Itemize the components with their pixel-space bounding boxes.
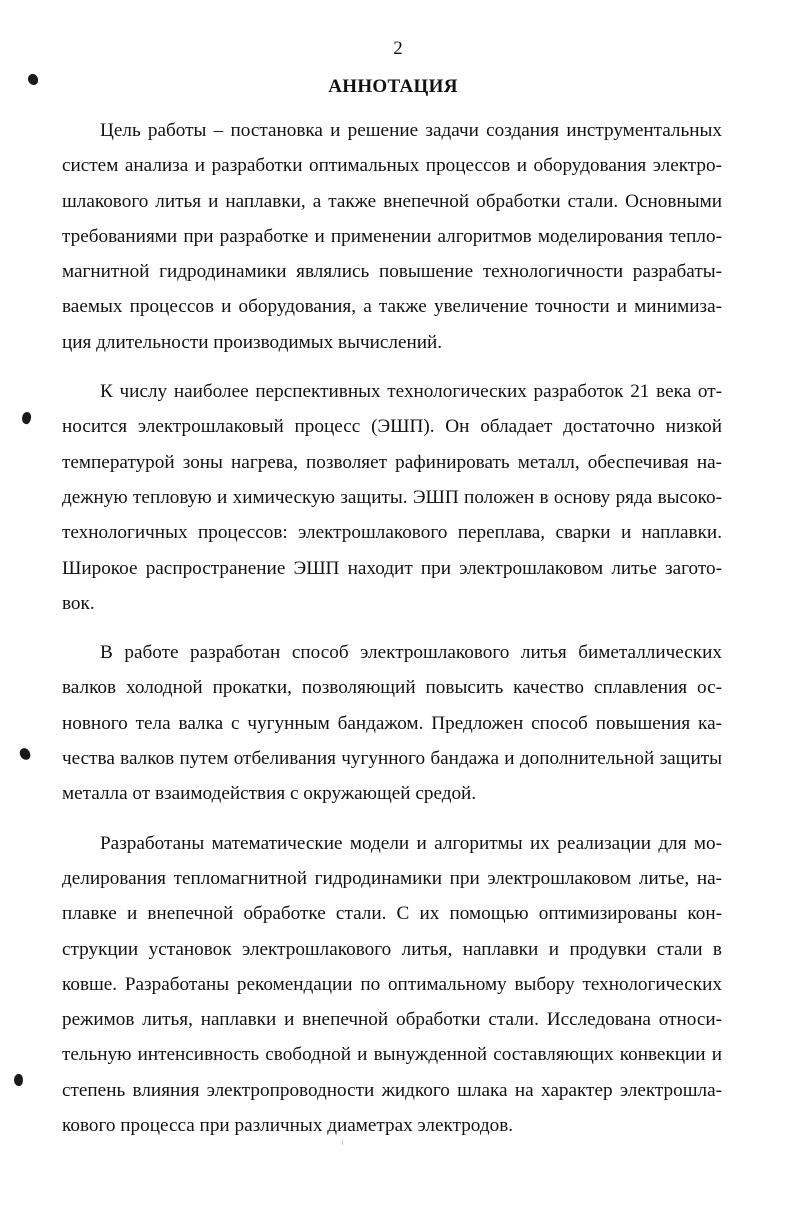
- paragraph-casting-method: В работе разработан способ электрошлакового литья биметаллических валков холодной прокатки, позволяющий повысить качество сплавления основного тела валка с чугунным бандажом. Предложен способ повышения качества валков путем отбеливания чугунного бандажа и дополнительной защиты металла от взаимодействия с окружающей средой.: [62, 642, 722, 805]
- page-title: АННОТАЦИЯ: [328, 76, 458, 97]
- annotation-body: [62, 113, 722, 1157]
- scan-artifact-mark: [13, 1073, 24, 1086]
- paragraph-esr-process: К числу наиболее перспективных технологических разработок 21 века относится электрошлаковый процесс (ЭШП). Он обладает достаточно низкой температурой зоны нагрева, позволяет рафинировать металл, обеспечивая надежную тепловую и химическую защиты. ЭШП положен в основу ряда высокотехнологичных процессов: электрошлакового переплава, сварки и наплавки. Широкое распространение ЭШП находит при электрошлаковом литье заготовок.: [62, 381, 722, 614]
- paragraph-models: Разработаны математические модели и алгоритмы их реализации для моделирования тепломагнитной гидродинамики при электрошлаковом литье, наплавке и внепечной обработке стали. С их помощью оптимизированы конструкции установок электрошлакового литья, наплавки и продувки стали в ковше. Разработаны рекомендации по оптимальному выбору технологических режимов литья, наплавки и внепечной обработки стали. Исследована относительную интенсивность свободной и вынужденной составляющих конвекции и степень влияния электропроводности жидкого шлака на характер электрошлакового процесса при различных диаметрах электродов.: [62, 832, 722, 1137]
- scan-artifact-mark: [28, 74, 38, 85]
- paragraph-goal: Цель работы – постановка и решение задачи создания инструментальных систем анализа и разработки оптимальных процессов и оборудования электрошлакового литья и наплавки, а также внепечной обработки стали. Основными требованиями при разработке и применении алгоритмов моделирования тепломагнитной гидродинамики являлись повышение технологичности разрабатываемых процессов и оборудования, а также увеличение точности и минимизация длительности производимых вычислений.: [62, 120, 722, 353]
- scan-artifact-mark: [20, 411, 33, 425]
- page-number: 2: [393, 38, 403, 59]
- scan-artifact-mark: [19, 747, 32, 761]
